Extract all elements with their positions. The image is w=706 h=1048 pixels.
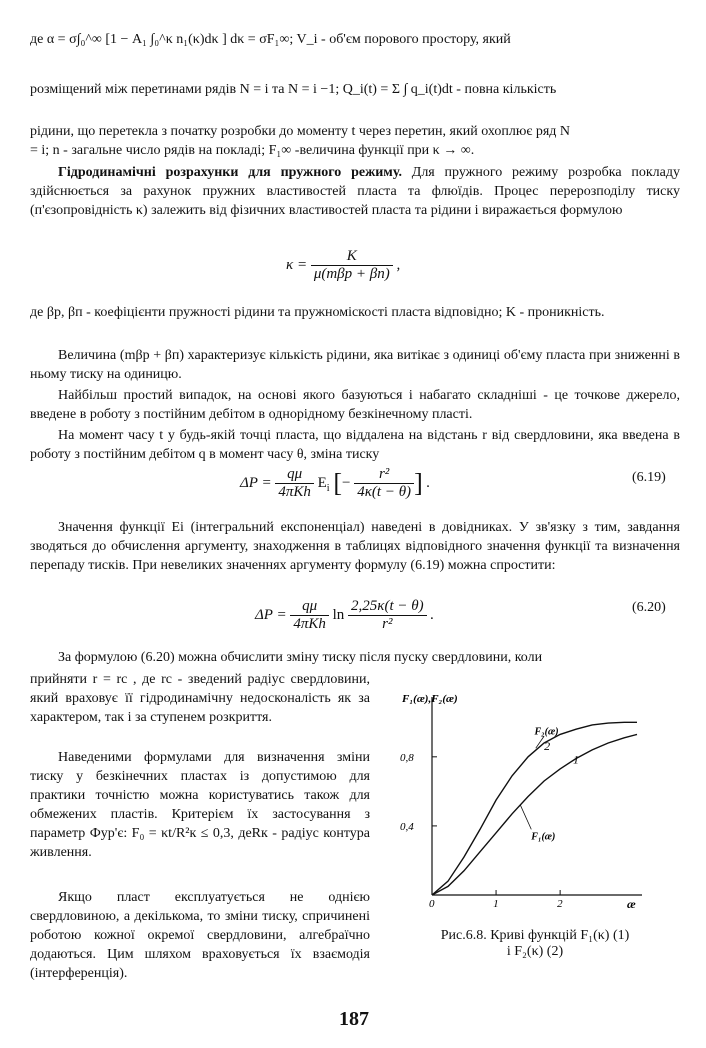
text-line: рідини, що перетекла з початку розробки до моменту t через перетин, який охоплює ряд N [30, 124, 571, 139]
section-heading: Гідродинамічні розрахунки для пружного режиму. [58, 165, 402, 180]
paragraph-formula: За формулою (6.20) можна обчислити зміну тиску після пуску свердловини, коли [58, 650, 543, 665]
series-name-label: F₂(æ) [534, 726, 559, 738]
figure-caption [385, 928, 685, 960]
page-number: 187 [339, 1008, 369, 1030]
x-tick-label: 2 [557, 898, 563, 910]
equation-number: (6.20) [632, 600, 666, 615]
paragraph-value: Величина (mβр + βп) характеризує кількість рідини, яка витікає з одиниці об'єму пласта при зниженні в ньому тиску на одиницю. [30, 348, 680, 382]
left-column-p2: Наведеними формулами для визначення зміни тиску у безкінечних пластах із допустимою для практики точністю можна користуватись також для обмежених пластів. Критерієм їх застосування з параметр Фур'є: F₀ = κt/R²к ≤ 0,3, деRк - радіус контура живлення. [30, 750, 370, 860]
curve-number-label: 2 [544, 738, 551, 753]
curve-number-label: 1 [572, 752, 579, 767]
series-line [432, 722, 637, 895]
figure-chart [400, 690, 660, 930]
text-line: де α = σ∫₀^∞ [1 − A₁ ∫₀^κ n₁(κ)dκ ] dκ = σF₁∞; V_i - об'єм порового простору, який [30, 32, 511, 47]
text-line: = i; n - загальне число рядів на покладі; F₁∞ -величина функції при κ → ∞. [30, 143, 475, 158]
text-line: розміщений між перетинами рядів N = i та N = i −1; Q_i(t) = Σ ∫ q_i(t)dt - повна кількість [30, 82, 557, 97]
paragraph-ei: Значення функції Ei (інтегральний експоненціал) наведені в довідниках. У зв'язку з тим, завдання зводяться до обчислення аргументу, знаходження в таблицях відповідного значення функції та визначення перепаду тисків. При невеликих значеннях аргументу формулу (6.19) можна спростити: [30, 520, 680, 573]
equation-6-20: ΔP = $\frac{q\mu}{\text{4πKh}}$ ln $\frac{2,25\kappa(t - \theta)}{\text{r²}}$ . [255, 598, 435, 632]
x-tick-label: 1 [493, 898, 499, 910]
y-tick-label: 0,8 [400, 751, 414, 764]
x-tick-label: 0 [429, 898, 435, 910]
section-text: Для пружного режиму розробка покладу здійснюється за рахунок пружних властивостей пласта та флюїдів. Процес перерозподілу тиску (п'єзопровідність κ) залежить від фізичних властивостей пласта та рідини і виражається формулою [30, 165, 680, 218]
equation-6-19: ΔP = $\frac{q\mu}{\text{4πKh}}$ $E_i$ [− $\frac{\text{r²}}{4\kappa(t - \theta)}$ ] . [240, 466, 431, 500]
caption-line-1: Рис.6.8. Криві функцій F₁(κ) (1) [440, 928, 630, 943]
paragraph-moment: На момент часу t у будь-якій точці пласта, що віддалена на відстань r від свердловини, яка введена в роботу з постійним дебітом q в момент часу θ, зміна тиску [30, 428, 680, 462]
x-axis-label: æ [627, 897, 636, 911]
paragraph-beta: де βр, βп - коефіцієнти пружності рідини та пружноміскості пласта відповідно; K - проникність. [30, 305, 605, 320]
series-name-label: F₁(æ) [531, 831, 556, 843]
left-column-p3: Якщо пласт експлуатується не однією свердловиною, а декількома, то зміни тиску, спричинені роботою кожної окремої свердловини, алгебраїчно додаються. Цим шляхом враховується їх взаємодія (інтерференція). [30, 890, 370, 981]
caption-line-2: і F₂(κ) (2) [506, 944, 564, 959]
leader-line [520, 805, 531, 829]
section-paragraph [30, 163, 680, 220]
equation-number: (6.19) [632, 470, 666, 485]
paragraph-simple: Найбільш простий випадок, на основі якого базуються і набагато складніші - це точкове джерело, введене в роботу з постійним дебітом в однорідному безкінечному пласті. [30, 388, 680, 422]
formula-kappa: κ = $\frac{K}{\text{μ(mβр + βп)}}$ , [286, 248, 401, 282]
series-line [432, 734, 637, 895]
y-tick-label: 0,4 [400, 820, 414, 833]
y-axis-label: F₁(æ),F₂(æ) [402, 693, 458, 705]
left-column-p1: прийняти r = rс , де rс - зведений радіус свердловини, який враховує її гідродинамічну недосконалість як за характером, так і за ступенем розкриття. [30, 672, 370, 725]
